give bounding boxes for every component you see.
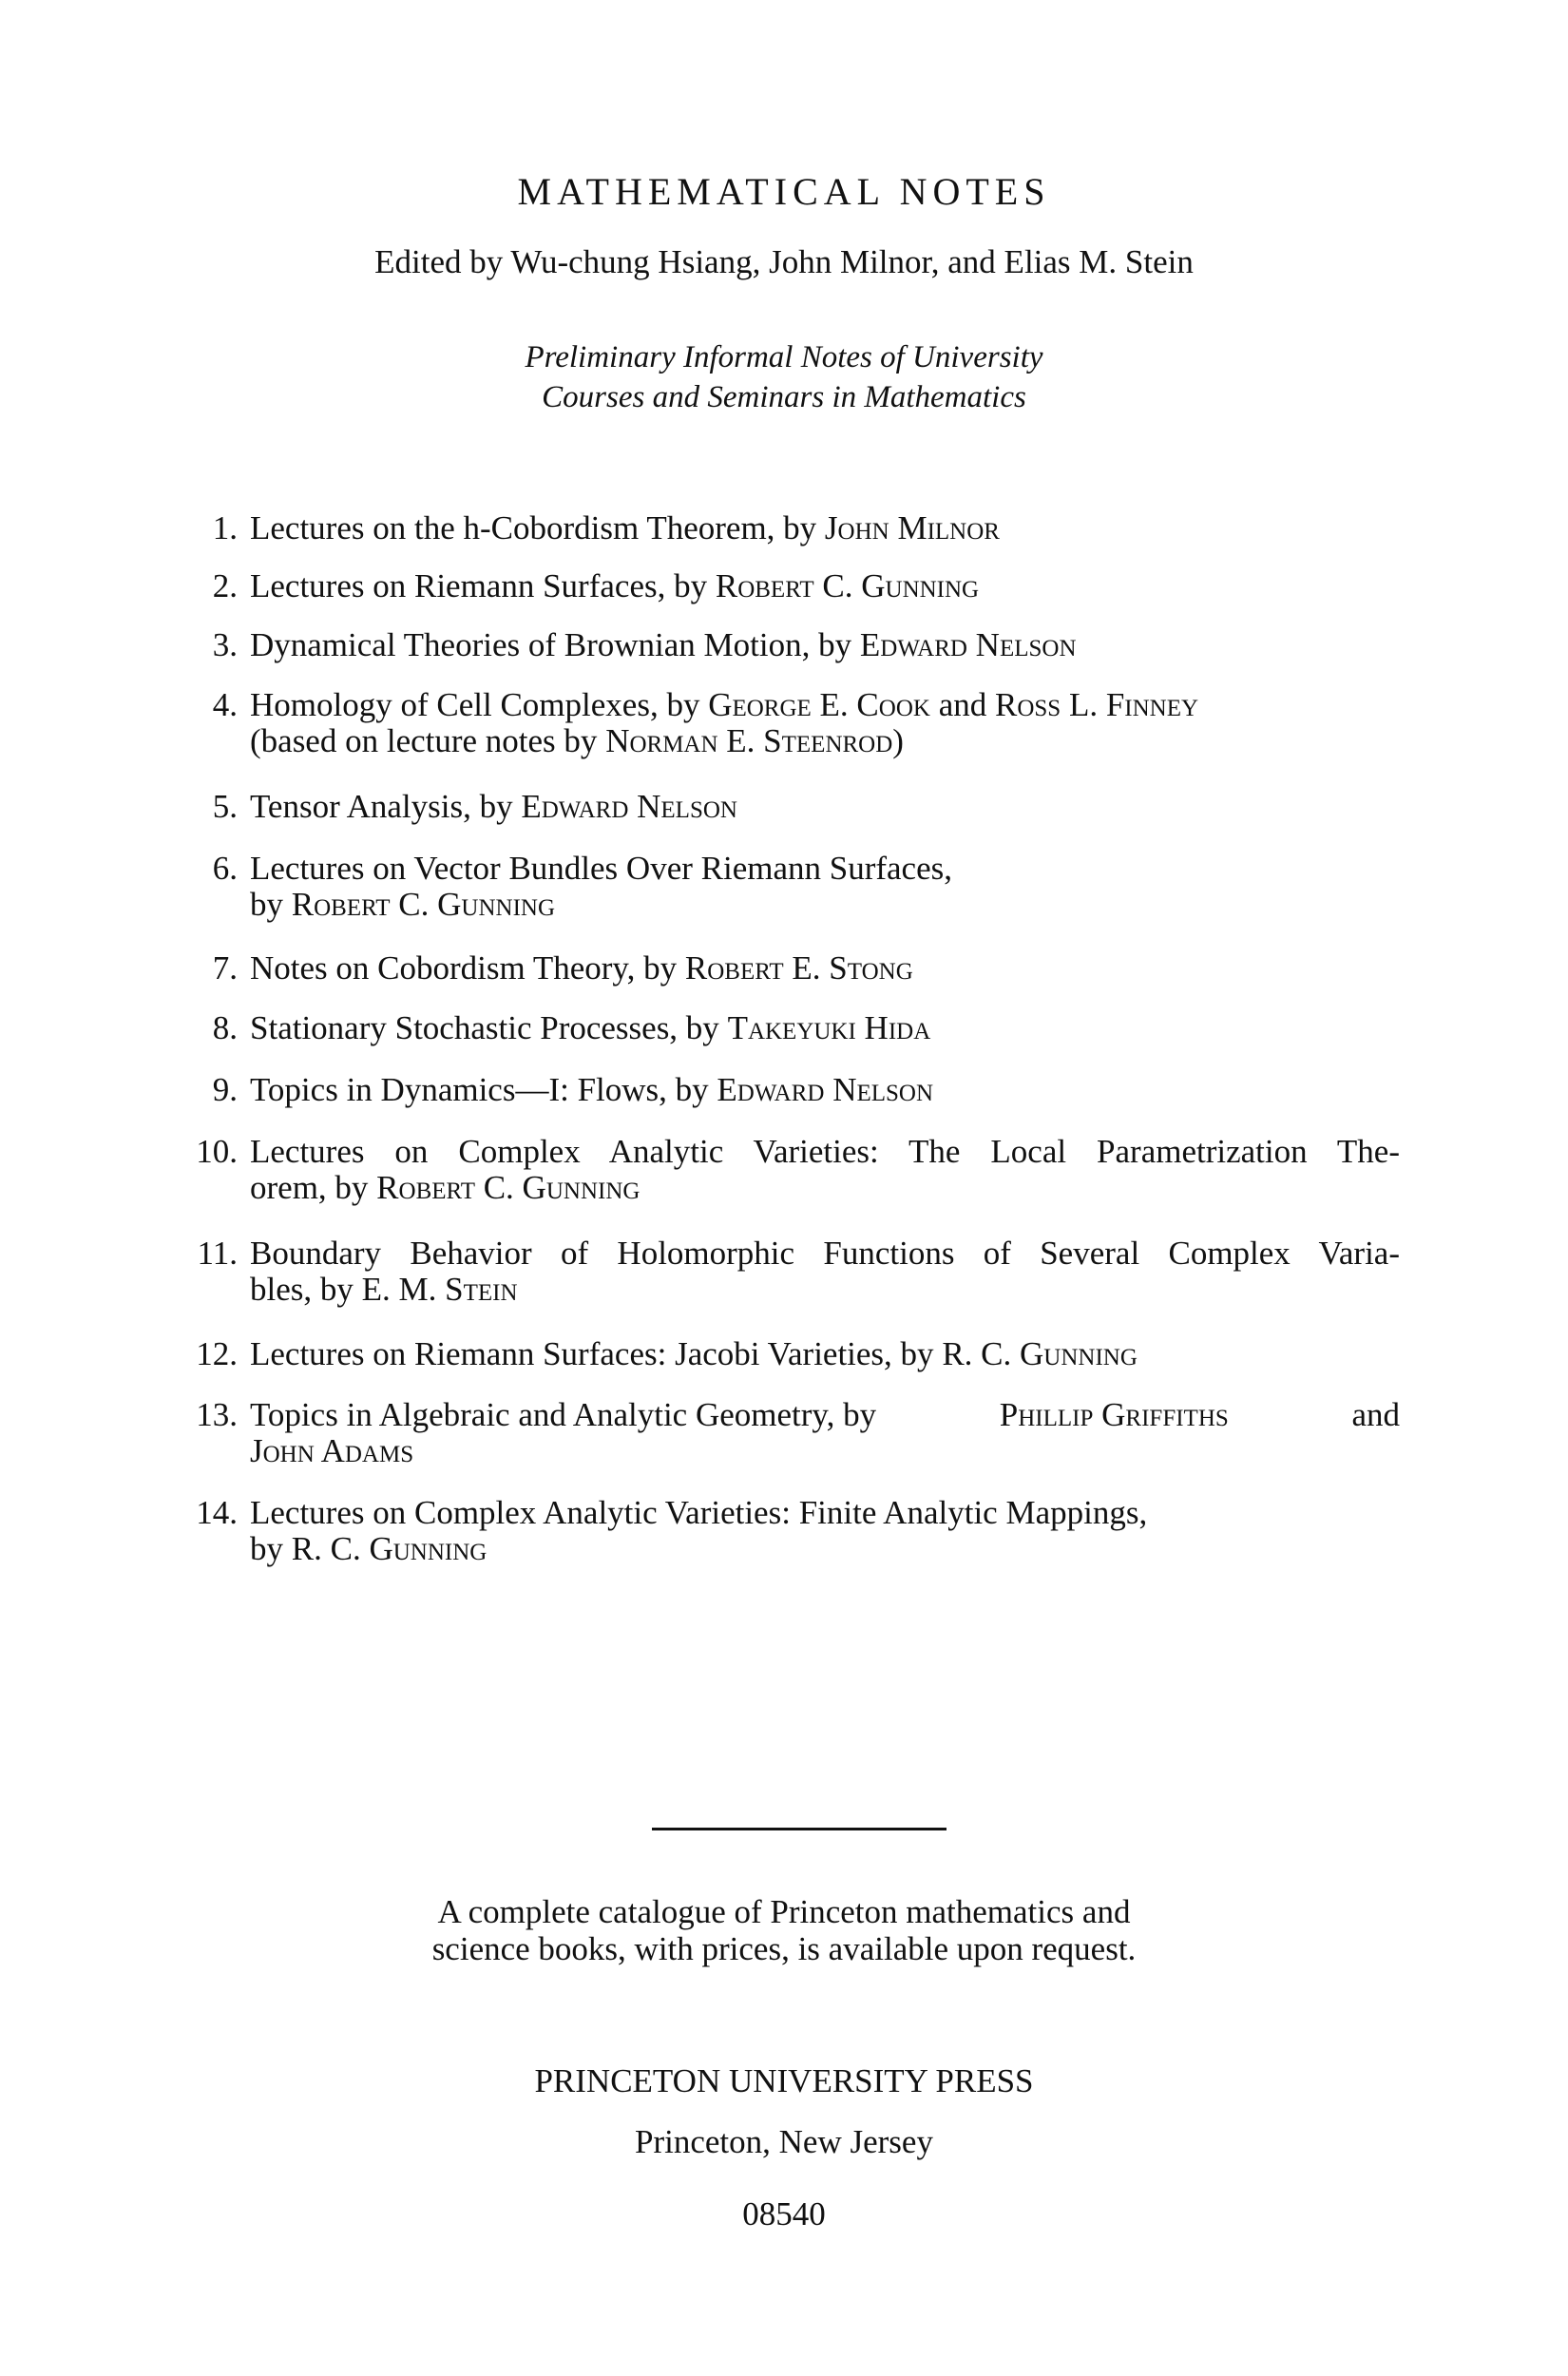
book-title: Lectures on Riemann Surfaces: Jacobi Varieties, by: [250, 1335, 934, 1372]
book-author: George E. Cook: [708, 686, 930, 723]
book-note-suffix: ): [892, 722, 904, 759]
book-title: Topics in Algebraic and Analytic Geometry, by: [250, 1396, 877, 1433]
publisher-city: Princeton, New Jersey: [635, 2123, 933, 2160]
series-title: MATHEMATICAL NOTES: [517, 170, 1051, 213]
book-title: Notes on Cobordism Theory, by: [250, 949, 678, 987]
author-joiner: and: [938, 686, 987, 723]
book-title-cont: bles, by: [250, 1271, 354, 1308]
book-entry: [250, 950, 1400, 987]
book-author: R. C. Gunning: [291, 1530, 488, 1567]
book-author: Robert C. Gunning: [376, 1169, 641, 1206]
book-entry: [250, 1495, 1400, 1567]
book-entry: [250, 1236, 1400, 1308]
book-number: 12.: [196, 1335, 238, 1372]
book-entry: [250, 1397, 1400, 1469]
book-author: Edward Nelson: [859, 626, 1077, 663]
book-number: 10.: [196, 1133, 238, 1170]
book-entry: [250, 1336, 1400, 1372]
book-title-cont: orem, by: [250, 1169, 369, 1206]
book-number: 11.: [197, 1235, 238, 1272]
book-entry: [250, 510, 1400, 546]
book-entry: [250, 1134, 1400, 1206]
book-title: Stationary Stochastic Processes, by: [250, 1009, 719, 1046]
book-title: Lectures on Complex Analytic Varieties: Finite Analytic Mappings,: [250, 1494, 1148, 1531]
book-author: Robert C. Gunning: [715, 567, 980, 604]
book-note-author: Norman E. Steenrod: [605, 722, 893, 759]
book-entry: [250, 1072, 1400, 1108]
book-title: Dynamical Theories of Brownian Motion, by: [250, 626, 852, 663]
book-number: 7.: [212, 949, 238, 987]
book-title: Lectures on Complex Analytic Varieties: The Local Parametrization The-: [250, 1133, 1400, 1170]
book-author: R. C. Gunning: [942, 1335, 1138, 1372]
publisher-name: PRINCETON UNIVERSITY PRESS: [534, 2062, 1034, 2099]
book-title: Lectures on Vector Bundles Over Riemann Surfaces,: [250, 850, 952, 887]
book-number: 1.: [212, 509, 238, 546]
divider-rule: [652, 1828, 947, 1830]
book-entry: [250, 687, 1400, 759]
book-number: 13.: [196, 1396, 238, 1433]
book-by: by: [250, 1530, 283, 1567]
subtitle-line-2: Courses and Seminars in Mathematics: [542, 380, 1026, 414]
book-entry: [250, 627, 1400, 663]
book-number: 3.: [212, 626, 238, 663]
subtitle-line-1: Preliminary Informal Notes of University: [525, 340, 1043, 374]
catalogue-line-1: A complete catalogue of Princeton mathematics and: [437, 1893, 1131, 1930]
catalogue-notice: [0, 1893, 1568, 1967]
book-author: Robert C. Gunning: [291, 886, 556, 923]
book-entry: [250, 568, 1400, 604]
book-title: Boundary Behavior of Holomorphic Functions of Several Complex Varia-: [250, 1235, 1400, 1272]
book-author: John Milnor: [824, 509, 1000, 546]
catalogue-line-2: science books, with prices, is available upon request.: [431, 1930, 1137, 1967]
book-title: Lectures on the h-Cobordism Theorem, by: [250, 509, 817, 546]
editors-line: Edited by Wu-chung Hsiang, John Milnor, and Elias M. Stein: [374, 243, 1194, 280]
book-number: 5.: [212, 788, 238, 825]
author-joiner: and: [1351, 1396, 1400, 1433]
book-title: Homology of Cell Complexes, by: [250, 686, 700, 723]
book-author: Edward Nelson: [521, 788, 737, 825]
book-number: 4.: [212, 686, 238, 723]
book-author: E. M. Stein: [361, 1271, 518, 1308]
book-number: 9.: [212, 1071, 238, 1108]
book-author: Phillip Griffiths: [999, 1396, 1229, 1433]
book-by: by: [250, 886, 283, 923]
book-number: 6.: [212, 850, 238, 887]
publisher-zip: 08540: [742, 2195, 826, 2232]
book-entry: [250, 1010, 1400, 1046]
book-author: Robert E. Stong: [684, 949, 913, 987]
book-entry: [250, 789, 1400, 825]
book-number: 14.: [196, 1494, 238, 1531]
book-author: Takeyuki Hida: [727, 1009, 931, 1046]
book-entry: [250, 851, 1400, 923]
book-number: 2.: [212, 567, 238, 604]
book-note-prefix: (based on lecture notes by: [250, 722, 598, 759]
book-author-2: John Adams: [250, 1432, 414, 1469]
book-title: Tensor Analysis, by: [250, 788, 513, 825]
book-author: Edward Nelson: [717, 1071, 934, 1108]
book-title: Lectures on Riemann Surfaces, by: [250, 567, 708, 604]
book-title: Topics in Dynamics—I: Flows, by: [250, 1071, 709, 1108]
book-number: 8.: [212, 1009, 238, 1046]
book-author-2: Ross L. Finney: [995, 686, 1199, 723]
